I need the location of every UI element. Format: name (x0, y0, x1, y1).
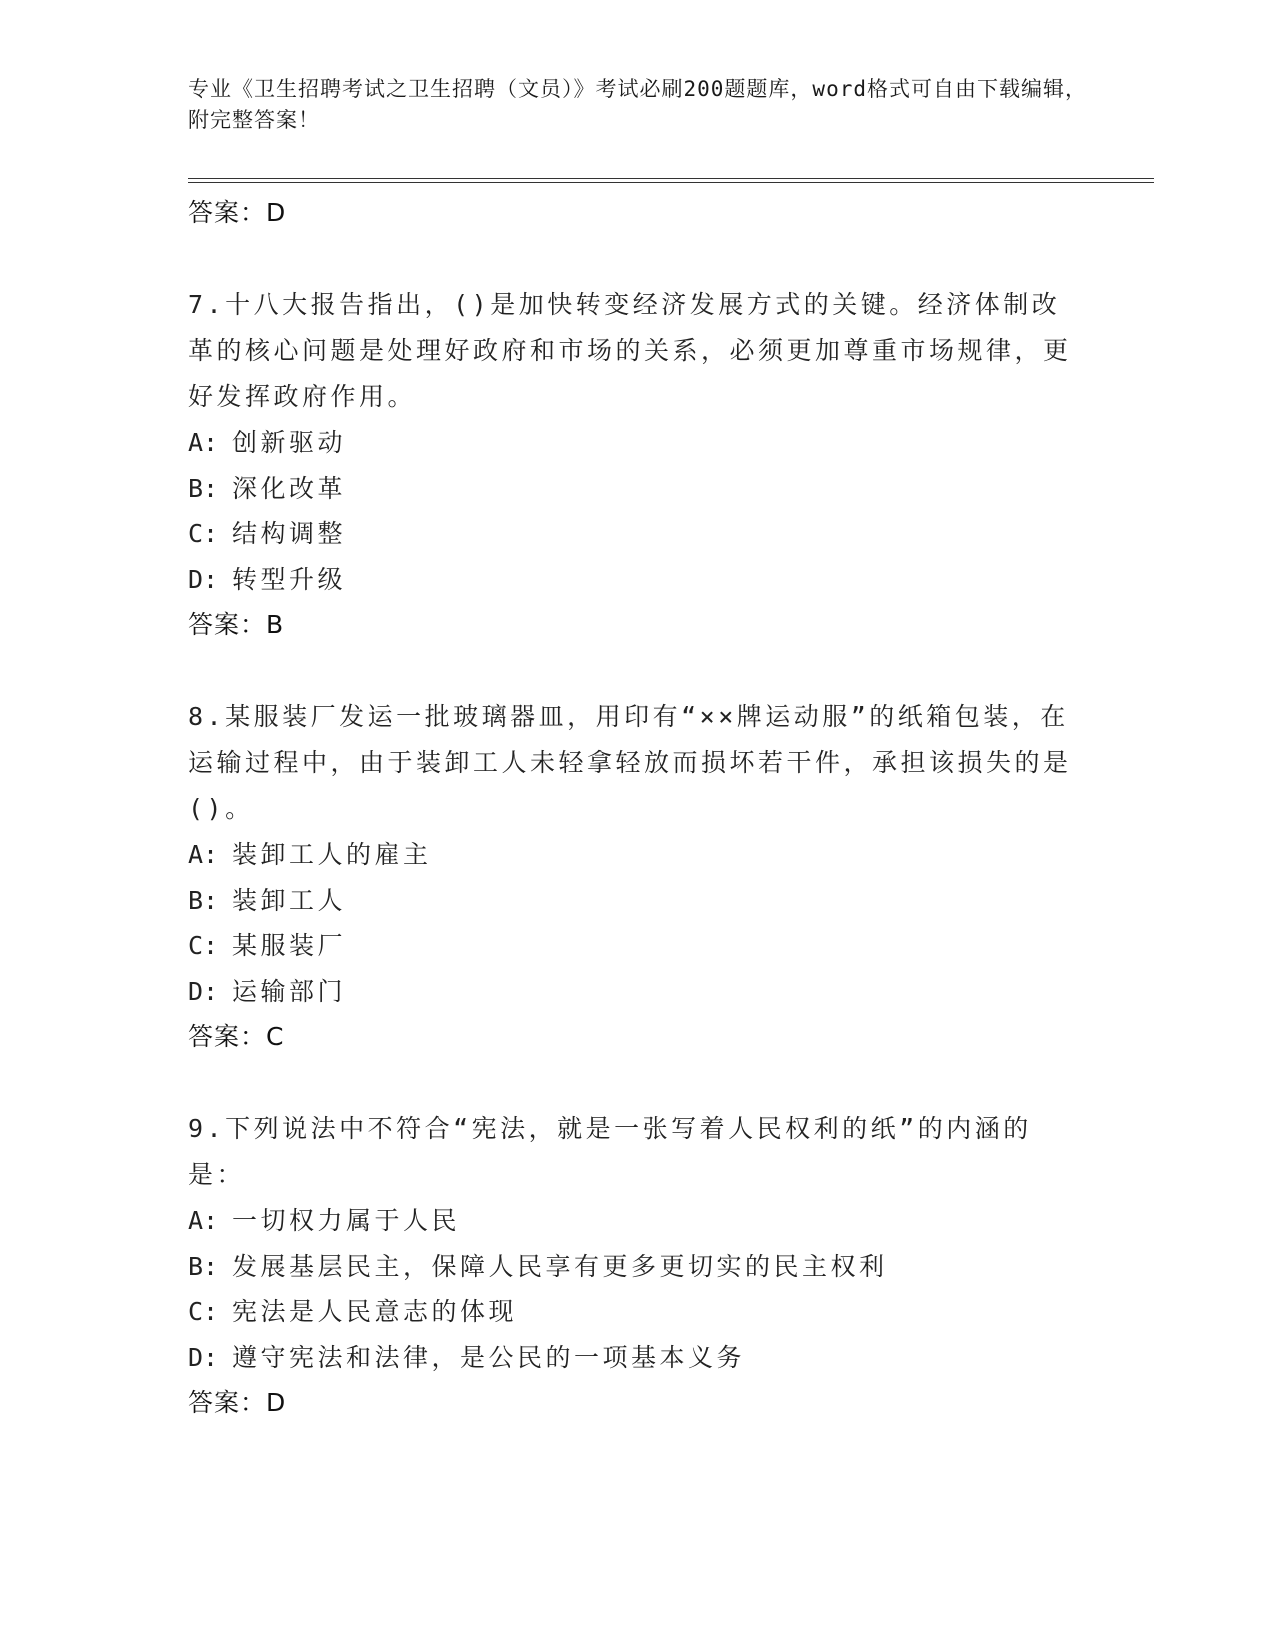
option-text: 创新驱动 (232, 428, 347, 457)
option-key: A: (188, 428, 219, 457)
option-key: B: (188, 473, 219, 503)
option-key: D: (188, 976, 219, 1006)
question-stem: 7.十八大报告指出，()是加快转变经济发展方式的关键。经济体制改革的核心问题是处理好政府和市场的关系，必须更加尊重市场规律，更好发挥政府作用。 (188, 290, 1072, 411)
question-9 (188, 1106, 1088, 1426)
option-text: 装卸工人的雇主 (232, 840, 432, 869)
option-text: 装卸工人 (232, 885, 347, 915)
option-text: 宪法是人民意志的体现 (232, 1297, 518, 1326)
option-key: B: (188, 885, 219, 915)
option-d (188, 969, 1088, 1015)
option-text: 转型升级 (232, 564, 347, 594)
option-key: C: (188, 519, 219, 548)
answer-label: 答案：C (188, 1022, 285, 1051)
option-key: B: (188, 1251, 219, 1281)
header-rule-thin (188, 178, 1154, 179)
question-7 (188, 282, 1088, 648)
option-d (188, 1335, 1088, 1381)
option-a (188, 420, 1088, 466)
option-c (188, 1289, 1088, 1335)
option-key: C: (188, 931, 219, 960)
option-key: C: (188, 1297, 219, 1326)
option-b (188, 1244, 1088, 1290)
option-text: 运输部门 (232, 976, 347, 1006)
option-text: 遵守宪法和法律，是公民的一项基本义务 (232, 1342, 746, 1372)
answer-label: 答案：D (188, 1388, 287, 1417)
option-key: A: (188, 840, 219, 869)
option-text: 深化改革 (232, 473, 347, 503)
option-key: D: (188, 564, 219, 594)
option-c (188, 511, 1088, 557)
question-stem: 8.某服装厂发运一批玻璃器皿，用印有“××牌运动服”的纸箱包装，在运输过程中，由于装卸工人未轻拿轻放而损坏若干件，承担该损失的是()。 (188, 702, 1072, 823)
question-stem: 9.下列说法中不符合“宪法，就是一张写着人民权利的纸”的内涵的是： (188, 1114, 1032, 1189)
option-key: A: (188, 1206, 219, 1235)
header-rule-thick (188, 182, 1154, 183)
option-b (188, 466, 1088, 512)
option-d (188, 557, 1088, 603)
answer-previous: 答案：D (188, 198, 287, 227)
option-text: 发展基层民主，保障人民享有更多更切实的民主权利 (232, 1251, 888, 1281)
question-list (188, 190, 1088, 1426)
option-b (188, 878, 1088, 924)
question-8 (188, 694, 1088, 1060)
option-key: D: (188, 1342, 219, 1372)
option-c (188, 923, 1088, 969)
page-header: 专业《卫生招聘考试之卫生招聘（文员）》考试必刷200题题库，word格式可自由下载编辑，附完整答案！ (188, 77, 1087, 132)
option-text: 结构调整 (232, 519, 347, 548)
option-text: 一切权力属于人民 (232, 1206, 461, 1235)
answer-label: 答案：B (188, 610, 285, 639)
option-text: 某服装厂 (232, 931, 347, 960)
option-a (188, 832, 1088, 878)
option-a (188, 1198, 1088, 1244)
